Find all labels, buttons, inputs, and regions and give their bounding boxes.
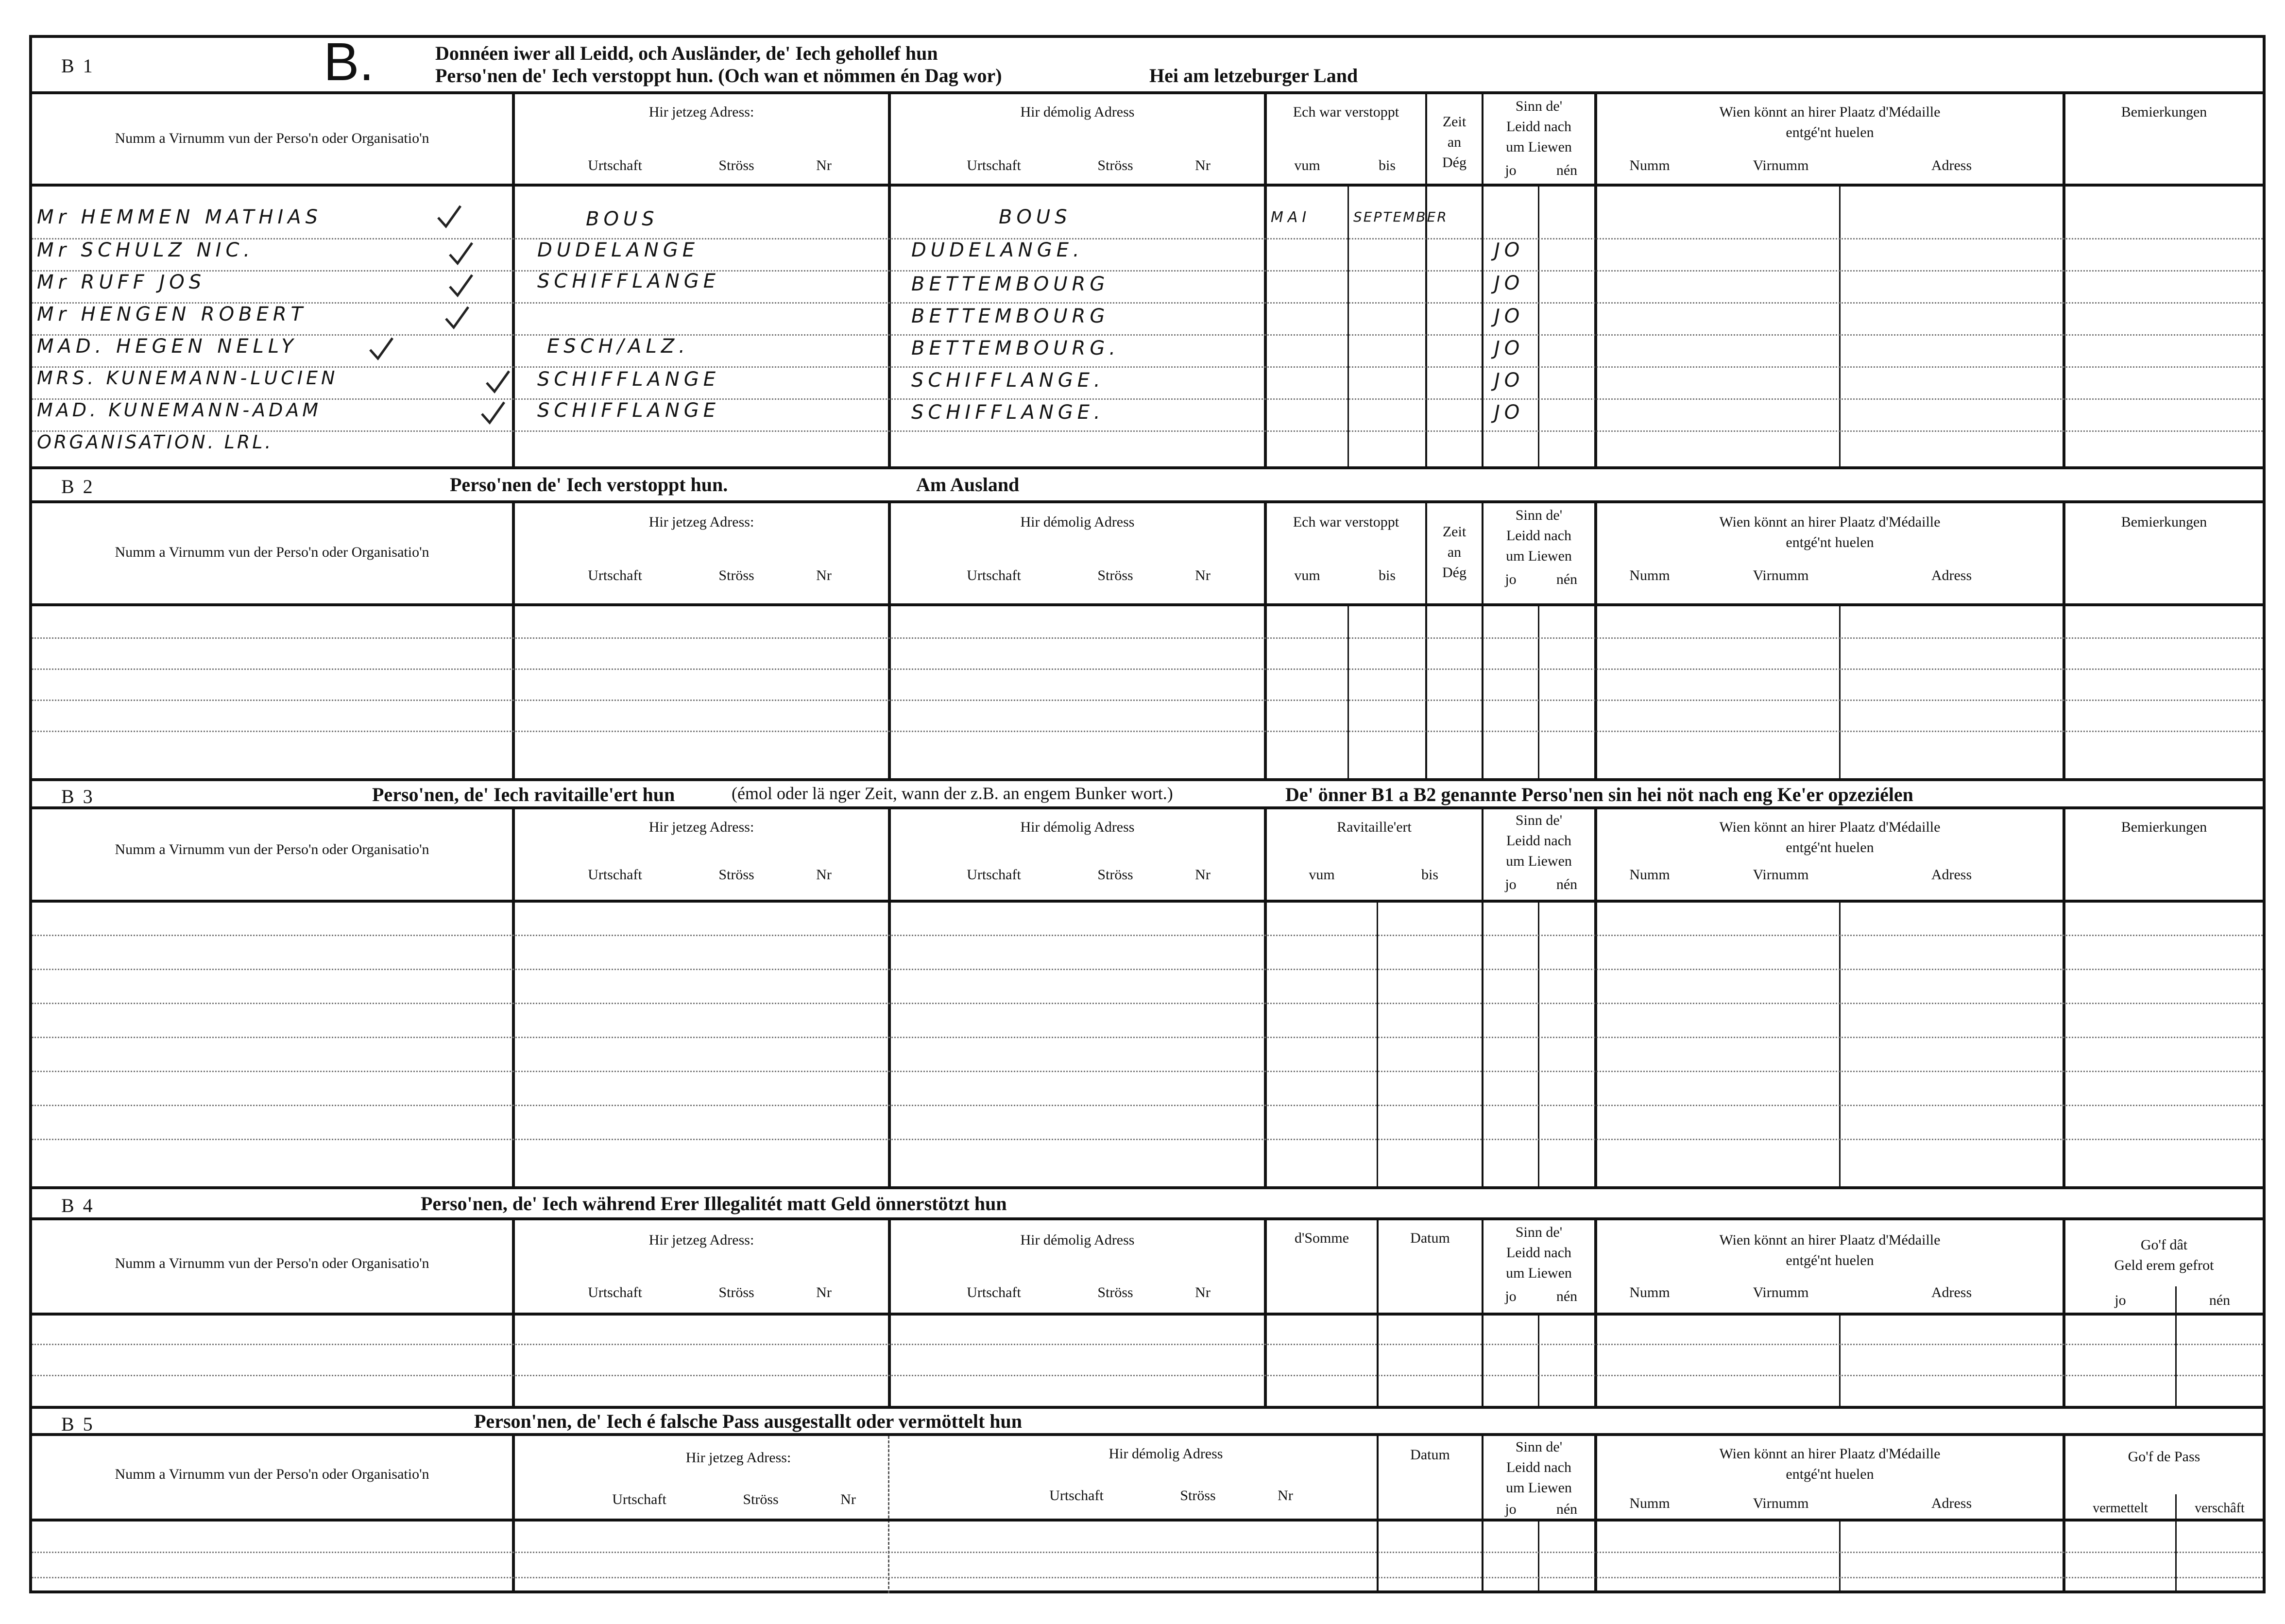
b4-alive-l2: Leidd nach <box>1506 1245 1572 1261</box>
b1-medal-first-header: Virnumm <box>1753 157 1809 173</box>
b4-medal-l1: Wien könnt an hirer Plaatz d'Médaille <box>1719 1232 1941 1248</box>
section-b5-title-bar <box>32 1409 2263 1436</box>
b2-name-header: Numm a Virnumm vun der Perso'n oder Organisatio'n <box>115 544 429 560</box>
b5-former-city-header: Urtschaft <box>1049 1487 1104 1504</box>
section-b4-title-bar <box>32 1189 2263 1220</box>
section-b1-id: B 1 <box>61 55 95 77</box>
header-line2-right: Hei am letzeburger Land <box>1149 65 1358 86</box>
b1-hidden-header: Ech war verstoppt <box>1293 104 1399 120</box>
b1-alive-l1: Sinn de' <box>1515 98 1563 114</box>
b1-medal-name-header: Numm <box>1629 157 1670 173</box>
b5-current-street-header: Ströss <box>743 1491 779 1507</box>
b5-medal-l1: Wien könnt an hirer Plaatz d'Médaille <box>1719 1446 1941 1462</box>
b3-no-header: nén <box>1556 876 1578 892</box>
b1-former-street-header: Ströss <box>1097 157 1133 173</box>
checkmark-icon <box>367 335 396 364</box>
b2-time-l3: Dég <box>1442 564 1466 581</box>
b4-no-header: nén <box>1556 1288 1578 1304</box>
b1-row-5-former-city: BETTEMBOURG. <box>911 337 1120 359</box>
b2-current-city-header: Urtschaft <box>588 567 642 583</box>
b1-current-nr-header: Nr <box>816 157 832 173</box>
b1-row-1-to: SEPTEMBER <box>1353 209 1448 225</box>
b4-former-nr-header: Nr <box>1195 1284 1211 1300</box>
b2-current-nr-header: Nr <box>816 567 832 583</box>
b5-medal-first-header: Virnumm <box>1753 1495 1809 1511</box>
b1-row-2-alive: JO <box>1494 239 1524 261</box>
b1-row-3-current-city: SCHIFFLANGE <box>537 270 720 292</box>
b1-current-address-header: Hir jetzeg Adress: <box>648 104 754 120</box>
b4-alive-l3: um Liewen <box>1506 1265 1572 1281</box>
b3-alive-l3: um Liewen <box>1506 853 1572 869</box>
b3-medal-address-header: Adress <box>1931 867 1972 883</box>
section-b5 <box>32 1409 2263 1593</box>
b5-yes-header: jo <box>1505 1501 1517 1517</box>
b1-row-5-name: MAD. HEGEN NELLY <box>37 335 298 358</box>
b1-row-1-current-city: BOUS <box>586 208 659 230</box>
checkmark-icon <box>435 203 464 232</box>
b5-medal-name-header: Numm <box>1629 1495 1670 1511</box>
section-b4-title: Perso'nen, de' Iech während Erer Illegalitét matt Geld önnerstötzt hun <box>421 1193 1007 1214</box>
section-b2-id: B 2 <box>61 476 95 497</box>
section-b4-id: B 4 <box>61 1195 95 1216</box>
checkmark-icon <box>479 399 508 428</box>
b5-former-street-header: Ströss <box>1180 1487 1216 1504</box>
b5-former-address-header: Hir démolig Adress <box>1108 1446 1223 1462</box>
b1-row-6-former-city: SCHIFFLANGE. <box>911 369 1105 392</box>
b4-current-city-header: Urtschaft <box>588 1284 642 1300</box>
b1-medal-l2: entgé'nt huelen <box>1786 124 1874 140</box>
b4-gave-l1: Go'f dât <box>2140 1237 2188 1253</box>
b2-time-l2: an <box>1447 544 1462 560</box>
b1-row-5-alive: JO <box>1494 337 1524 359</box>
section-letter: B. <box>324 32 374 92</box>
b3-current-city-header: Urtschaft <box>588 867 642 883</box>
section-b3-title-right: De' önner B1 a B2 genannte Perso'nen sin hei nöt nach eng Ke'er opzeziélen <box>1285 784 1913 805</box>
checkmark-icon <box>447 272 476 301</box>
b3-supplied-header: Ravitaille'ert <box>1337 819 1412 835</box>
b5-alive-l2: Leidd nach <box>1506 1459 1572 1475</box>
section-b3-id: B 3 <box>61 786 95 807</box>
b4-sum-header: d'Somme <box>1294 1230 1349 1246</box>
section-b3 <box>32 781 2263 1186</box>
checkmark-icon <box>443 304 472 333</box>
section-b5-id: B 5 <box>61 1413 95 1435</box>
b2-medal-first-header: Virnumm <box>1753 567 1809 583</box>
b2-from-header: vum <box>1294 567 1320 583</box>
b1-no-header: nén <box>1556 162 1578 178</box>
b3-medal-l2: entgé'nt huelen <box>1786 839 1874 855</box>
b3-alive-l2: Leidd nach <box>1506 833 1572 849</box>
b5-mediated-header: vermettelt <box>2093 1501 2148 1516</box>
b4-medal-address-header: Adress <box>1931 1284 1972 1300</box>
b4-name-header: Numm a Virnumm vun der Perso'n oder Organisatio'n <box>115 1255 429 1271</box>
b1-row-4-name: Mr HENGEN ROBERT <box>37 303 307 325</box>
b2-medal-l2: entgé'nt huelen <box>1786 534 1874 550</box>
b4-gave-no-header: nén <box>2209 1292 2231 1308</box>
b1-row-1-former-city: BOUS <box>999 206 1072 228</box>
b1-medal-address-header: Adress <box>1931 157 1972 173</box>
b3-alive-l1: Sinn de' <box>1515 812 1563 828</box>
b3-current-address-header: Hir jetzeg Adress: <box>648 819 754 835</box>
b1-row-4-former-city: BETTEMBOURG <box>911 305 1109 327</box>
b1-former-city-header: Urtschaft <box>967 157 1021 173</box>
b1-medal-l1: Wien könnt an hirer Plaatz d'Médaille <box>1719 104 1941 120</box>
b1-row-1-from: MAI <box>1271 209 1311 226</box>
b1-to-header: bis <box>1378 157 1396 173</box>
b3-to-header: bis <box>1421 867 1438 883</box>
b1-name-header: Numm a Virnumm vun der Perso'n oder Organisatio'n <box>115 130 429 146</box>
b4-gave-l2: Geld erem gefrot <box>2114 1257 2214 1273</box>
b2-to-header: bis <box>1378 567 1396 583</box>
b1-current-street-header: Ströss <box>718 157 754 173</box>
b1-row-4-alive: JO <box>1494 305 1524 327</box>
b3-former-city-header: Urtschaft <box>967 867 1021 883</box>
b3-name-header: Numm a Virnumm vun der Perso'n oder Organisatio'n <box>115 841 429 857</box>
b1-current-city-header: Urtschaft <box>588 157 642 173</box>
b2-former-address-header: Hir démolig Adress <box>1020 514 1135 530</box>
b5-current-city-header: Urtschaft <box>612 1491 666 1507</box>
b4-current-address-header: Hir jetzeg Adress: <box>648 1232 754 1248</box>
b1-row-2-name: Mr SCHULZ NIC. <box>37 239 255 261</box>
b5-no-header: nén <box>1556 1501 1578 1517</box>
b3-from-header: vum <box>1309 867 1335 883</box>
b2-yes-header: jo <box>1505 571 1517 587</box>
section-b2-title: Perso'nen de' Iech verstoppt hun. <box>450 474 728 496</box>
b2-medal-address-header: Adress <box>1931 567 1972 583</box>
b4-former-address-header: Hir démolig Adress <box>1020 1232 1135 1248</box>
b1-row-3-name: Mr RUFF JOS <box>37 271 206 293</box>
b1-row-3-alive: JO <box>1494 272 1524 294</box>
b1-row-2-former-city: DUDELANGE. <box>911 239 1084 261</box>
b1-row-7-current-city: SCHIFFLANGE <box>537 399 720 422</box>
b1-yes-header: jo <box>1505 162 1517 178</box>
b1-time-l2: an <box>1447 134 1462 150</box>
b5-alive-l1: Sinn de' <box>1515 1439 1563 1455</box>
b2-medal-l1: Wien könnt an hirer Plaatz d'Médaille <box>1719 514 1941 530</box>
b2-medal-name-header: Numm <box>1629 567 1670 583</box>
section-b2-title-right: Am Ausland <box>916 474 1020 496</box>
b4-gave-yes-header: jo <box>2114 1292 2126 1308</box>
b1-alive-l3: um Liewen <box>1506 139 1572 155</box>
b1-time-l3: Dég <box>1442 154 1466 171</box>
b1-remarks-header: Bemierkungen <box>2121 104 2207 120</box>
b1-row-6-current-city: SCHIFFLANGE <box>537 368 720 391</box>
b1-row-7-name: MAD. KUNEMANN-ADAM <box>37 399 322 421</box>
b4-yes-header: jo <box>1505 1288 1517 1304</box>
b2-current-address-header: Hir jetzeg Adress: <box>648 514 754 530</box>
b4-former-street-header: Ströss <box>1097 1284 1133 1300</box>
section-b3-note: (émol oder lä nger Zeit, wann der z.B. an engem Bunker wort.) <box>732 784 1173 803</box>
b2-alive-l2: Leidd nach <box>1506 528 1572 544</box>
b1-former-nr-header: Nr <box>1195 157 1211 173</box>
section-b3-title: Perso'nen, de' Iech ravitaille'ert hun <box>372 784 675 805</box>
b4-medal-name-header: Numm <box>1629 1284 1670 1300</box>
b4-medal-first-header: Virnumm <box>1753 1284 1809 1300</box>
b3-former-nr-header: Nr <box>1195 867 1211 883</box>
checkmark-icon <box>447 240 476 269</box>
b2-hidden-header: Ech war verstoppt <box>1293 514 1399 530</box>
b2-alive-l3: um Liewen <box>1506 548 1572 564</box>
b3-current-street-header: Ströss <box>718 867 754 883</box>
b2-former-nr-header: Nr <box>1195 567 1211 583</box>
b4-former-city-header: Urtschaft <box>967 1284 1021 1300</box>
b3-medal-name-header: Numm <box>1629 867 1670 883</box>
header-line2: Perso'nen de' Iech verstoppt hun. (Och wan et nömmen én Dag wor) <box>435 65 1002 86</box>
b5-date-header: Datum <box>1410 1447 1450 1463</box>
b1-row-8-name: ORGANISATION. LRL. <box>37 431 273 453</box>
b4-current-nr-header: Nr <box>816 1284 832 1300</box>
b2-time-l1: Zeit <box>1442 524 1466 540</box>
b5-former-nr-header: Nr <box>1278 1487 1293 1504</box>
b4-alive-l1: Sinn de' <box>1515 1224 1563 1240</box>
section-b4 <box>32 1189 2263 1406</box>
b2-current-street-header: Ströss <box>718 567 754 583</box>
b1-row-7-alive: JO <box>1494 401 1524 424</box>
b1-row-1-name: Mr HEMMEN MATHIAS <box>37 206 322 228</box>
b5-alive-l3: um Liewen <box>1506 1480 1572 1496</box>
section-b2 <box>32 469 2263 778</box>
section-b2-title-bar <box>32 469 2263 503</box>
b5-name-header: Numm a Virnumm vun der Perso'n oder Organisatio'n <box>115 1466 429 1482</box>
section-b1 <box>32 32 2263 466</box>
b5-made-header: verschâft <box>2195 1501 2245 1516</box>
b2-no-header: nén <box>1556 571 1578 587</box>
b3-former-street-header: Ströss <box>1097 867 1133 883</box>
b1-row-6-alive: JO <box>1494 369 1524 392</box>
b2-alive-l1: Sinn de' <box>1515 507 1563 523</box>
document-form <box>29 32 2266 1593</box>
section-b5-title: Person'nen, de' Iech é falsche Pass ausgestallt oder vermöttelt hun <box>474 1410 1023 1432</box>
b1-from-header: vum <box>1294 157 1320 173</box>
b5-pass-header: Go'f de Pass <box>2128 1449 2200 1465</box>
b1-time-l1: Zeit <box>1442 114 1466 130</box>
b4-current-street-header: Ströss <box>718 1284 754 1300</box>
b3-medal-first-header: Virnumm <box>1753 867 1809 883</box>
b5-medal-address-header: Adress <box>1931 1495 1972 1511</box>
b1-former-address-header: Hir démolig Adress <box>1020 104 1135 120</box>
b1-row-5-current-city: ESCH/ALZ. <box>547 335 689 358</box>
b2-remarks-header: Bemierkungen <box>2121 514 2207 530</box>
b3-remarks-header: Bemierkungen <box>2121 819 2207 835</box>
b3-medal-l1: Wien könnt an hirer Plaatz d'Médaille <box>1719 819 1941 835</box>
b1-row-2-current-city: DUDELANGE <box>537 239 699 261</box>
b3-former-address-header: Hir démolig Adress <box>1020 819 1135 835</box>
b3-current-nr-header: Nr <box>816 867 832 883</box>
b2-former-city-header: Urtschaft <box>967 567 1021 583</box>
header-line1: Donnéen iwer all Leidd, och Ausländer, de' Iech gehollef hun <box>435 42 938 64</box>
b1-alive-l2: Leidd nach <box>1506 119 1572 135</box>
b2-former-street-header: Ströss <box>1097 567 1133 583</box>
checkmark-icon <box>484 368 513 397</box>
b4-date-header: Datum <box>1410 1230 1450 1246</box>
b5-current-address-header: Hir jetzeg Adress: <box>685 1450 791 1466</box>
b1-row-6-name: MRS. KUNEMANN-LUCIEN <box>37 367 339 389</box>
b1-row-7-former-city: SCHIFFLANGE. <box>911 401 1105 424</box>
b5-current-nr-header: Nr <box>840 1491 856 1507</box>
b5-medal-l2: entgé'nt huelen <box>1786 1466 1874 1482</box>
b1-row-3-former-city: BETTEMBOURG <box>911 273 1109 295</box>
b4-medal-l2: entgé'nt huelen <box>1786 1252 1874 1268</box>
b3-yes-header: jo <box>1505 876 1517 892</box>
